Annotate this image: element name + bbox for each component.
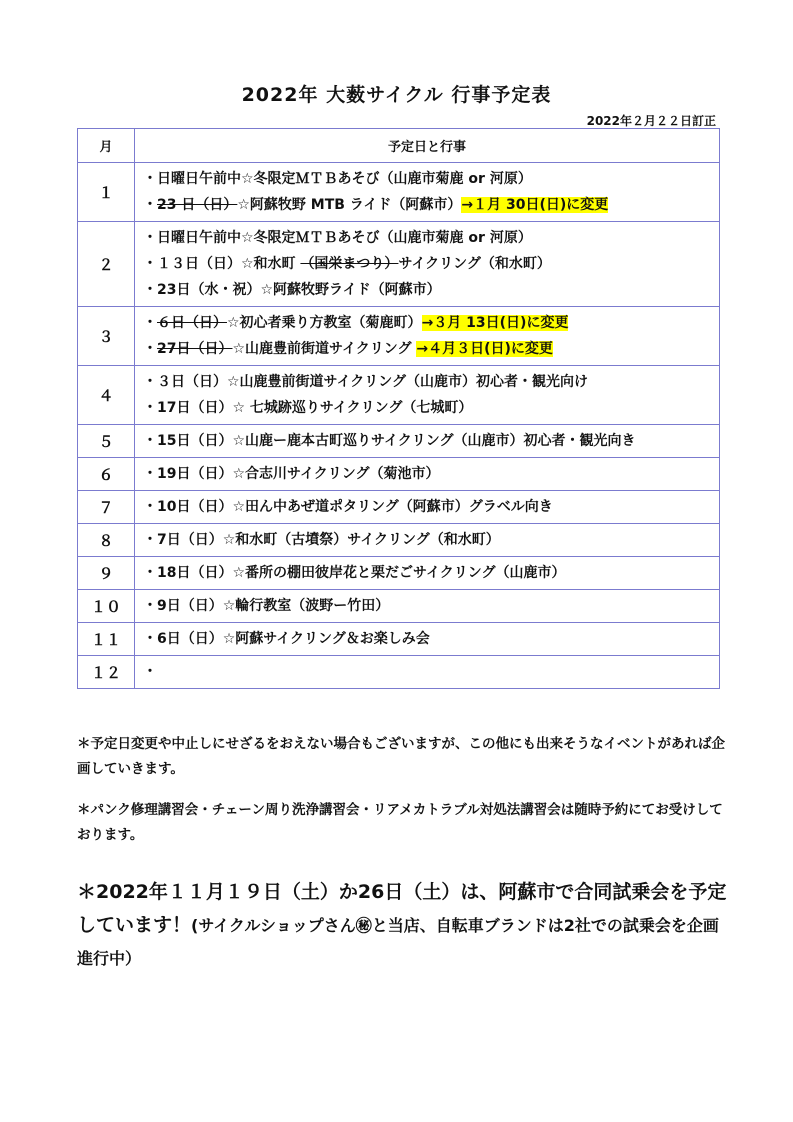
table-row [78,307,720,366]
events-cell [135,222,720,307]
date-change-highlight: →３月 13日(日)に変更 [421,315,569,331]
month-column-header: 月 [78,129,135,163]
event-text: ・日曜日午前中☆冬限定ＭＴＢあそび（山鹿市菊鹿 or 河原） [143,171,532,187]
event-line [143,336,711,362]
month-cell: ３ [78,307,135,366]
event-text: ・ [143,315,157,331]
event-line [143,166,711,192]
month-cell: １ [78,163,135,222]
revision-date: 2022年２月２２日訂正 [586,114,716,128]
table-row [78,491,720,524]
events-cell [135,623,720,656]
event-line [143,192,711,218]
cancelled-date-text: （国栄まつり） [300,256,399,272]
event-schedule-table [77,128,720,689]
events-cell [135,425,720,458]
event-text: ・9日（日）☆輪行教室（波野ー竹田） [143,598,390,614]
events-cell [135,366,720,425]
event-line [143,310,711,336]
cancelled-date-text: 27日（日） [157,341,233,357]
event-line [143,369,711,395]
test-ride-main-text: ＊2022年１１月１９日（土）か26日（土）は、阿蘇市で合同試乗会を予定しています！ [77,881,727,936]
table-body [78,163,720,689]
event-line [143,626,711,652]
table-row [78,656,720,689]
event-text: ・３日（日）☆山鹿豊前街道サイクリング（山鹿市）初心者・観光向け [143,374,589,390]
table-row [78,557,720,590]
month-cell: １１ [78,623,135,656]
table-row [78,524,720,557]
event-text: ・日曜日午前中☆冬限定ＭＴＢあそび（山鹿市菊鹿 or 河原） [143,230,532,246]
event-text: ☆山鹿豊前街道サイクリング [232,341,417,357]
month-cell: ２ [78,222,135,307]
event-text: ・ [143,664,157,680]
event-line [143,225,711,251]
test-ride-announcement [77,876,727,975]
events-cell [135,590,720,623]
month-cell: ８ [78,524,135,557]
month-cell: ４ [78,366,135,425]
event-text: ・ [143,341,157,357]
table-row [78,163,720,222]
test-ride-sub-text: (サイクルショップさん㊙と当店、自転車ブランドは2社での試乗会を企画進行中） [77,916,719,968]
event-text: ☆初心者乗り方教室（菊鹿町） [227,315,422,331]
cancelled-date-text: ６日（日） [157,315,227,331]
events-cell [135,557,720,590]
events-cell [135,458,720,491]
event-text: ・10日（日）☆田ん中あぜ道ポタリング（阿蘇市）グラベル向き [143,499,553,515]
month-cell: ９ [78,557,135,590]
table-row [78,425,720,458]
event-line [143,428,711,454]
event-line [143,494,711,520]
event-text: ・23日（水・祝）☆阿蘇牧野ライド（阿蘇市） [143,282,441,298]
month-cell: １２ [78,656,135,689]
date-change-highlight: →１月 30日(日)に変更 [461,197,609,213]
event-line [143,560,711,586]
event-text: ・19日（日）☆合志川サイクリング（菊池市） [143,466,440,482]
month-cell: １０ [78,590,135,623]
table-row [78,222,720,307]
month-cell: ６ [78,458,135,491]
event-line [143,527,711,553]
events-column-header: 予定日と行事 [135,129,720,163]
table-row [78,458,720,491]
event-line [143,277,711,303]
event-text: ・１３日（日）☆和水町 [143,256,301,272]
events-cell [135,524,720,557]
month-cell: ５ [78,425,135,458]
note-schedule-change: ＊予定日変更や中止しにせざるをおえない場合もございますが、この他にも出来そうなイベントがあれば企画していきます。 [77,736,725,777]
event-text: ・18日（日）☆番所の棚田彼岸花と栗だごサイクリング（山鹿市） [143,565,566,581]
event-text: ・6日（日）☆阿蘇サイクリング＆お楽しみ会 [143,631,430,647]
event-text: サイクリング（和水町） [398,256,551,272]
events-cell [135,307,720,366]
table-row [78,590,720,623]
month-cell: ７ [78,491,135,524]
event-text: ・17日（日）☆ 七城跡巡りサイクリング（七城町） [143,400,473,416]
event-line [143,461,711,487]
page-title: 2022年 大薮サイクル 行事予定表 [241,84,552,106]
note-workshops: ＊パンク修理講習会・チェーン周り洗浄講習会・リアメカトラブル対処法講習会は随時予約にてお受けしております。 [77,802,723,843]
table-header-row [78,129,720,163]
event-line [143,593,711,619]
event-text: ・ [143,197,157,213]
cancelled-date-text: 23 日（日） [157,197,238,213]
event-line [143,395,711,421]
date-change-highlight: →４月３日(日)に変更 [416,341,553,357]
events-cell [135,656,720,689]
event-line [143,659,711,685]
event-text: ・15日（日）☆山鹿ー鹿本古町巡りサイクリング（山鹿市）初心者・観光向き [143,433,636,449]
event-text: ・7日（日）☆和水町（古墳祭）サイクリング（和水町） [143,532,500,548]
table-row [78,366,720,425]
events-cell [135,163,720,222]
table-row [78,623,720,656]
events-cell [135,491,720,524]
event-line [143,251,711,277]
event-text: ☆阿蘇牧野 MTB ライド（阿蘇市） [237,197,462,213]
